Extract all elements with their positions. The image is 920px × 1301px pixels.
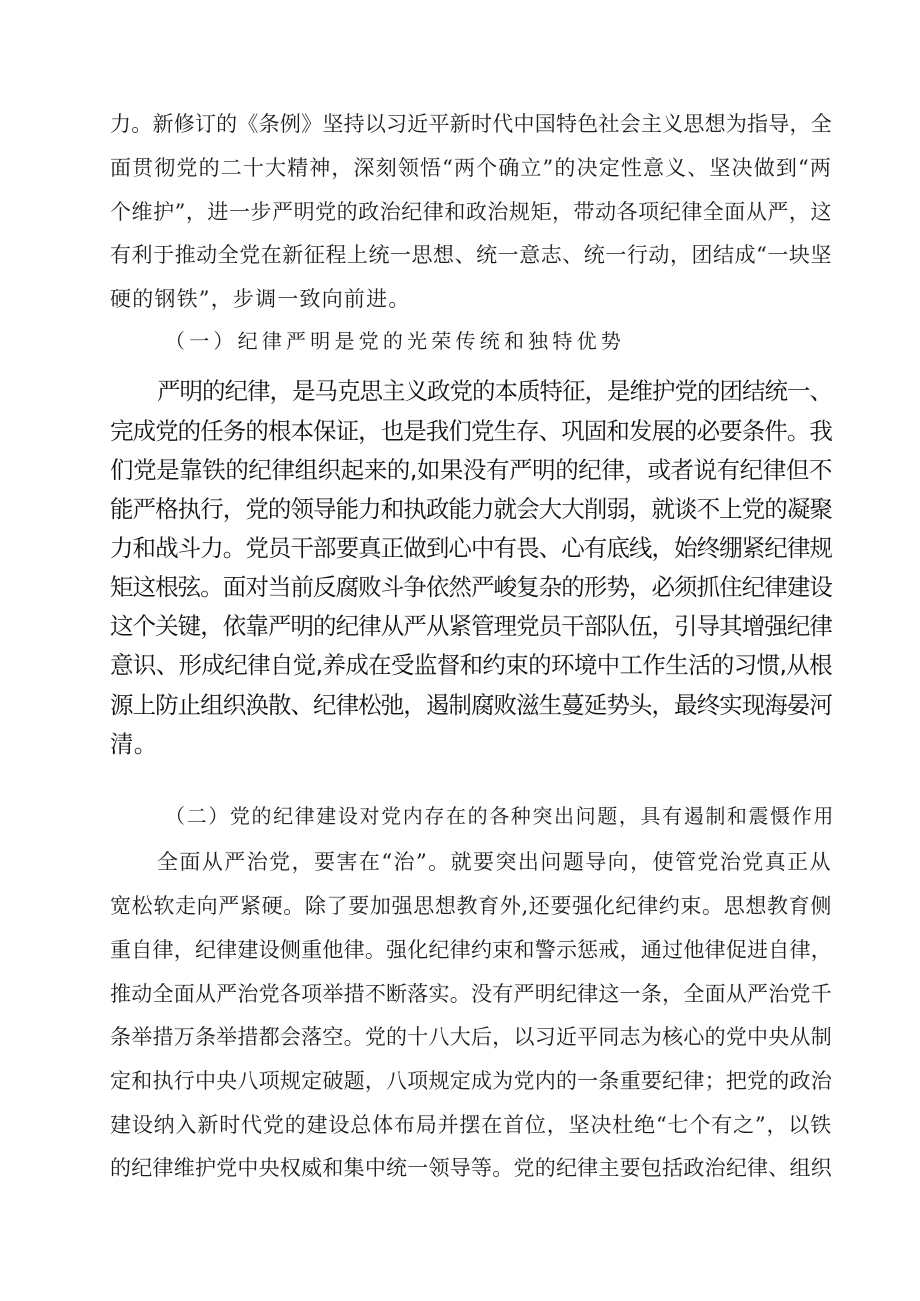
- section-1-line: 这个关键，依靠严明的纪律从严从紧管理党员干部队伍，引导其增强纪律: [110, 612, 832, 640]
- intro-line: 面贯彻党的二十大精神，深刻领悟“两个确立”的决定性意义、坚决做到“两: [110, 156, 832, 180]
- section-1-line: 们党是靠铁的纪律组织起来的,如果没有严明的纪律，或者说有纪律但不: [110, 456, 832, 484]
- section-2-line: 的纪律维护党中央权威和集中统一领导等。党的纪律主要包括政治纪律、组织: [110, 1156, 832, 1180]
- section-2-line: 条举措万条举措都会落空。党的十八大后，以习近平同志为核心的党中央从制: [110, 1025, 832, 1049]
- intro-line: 个维护”，进一步严明党的政治纪律和政治规矩，带动各项纪律全面从严，这: [110, 200, 832, 224]
- section-1-line: 源上防止组织涣散、纪律松弛，遏制腐败滋生蔓延势头，最终实现海晏河: [110, 691, 832, 719]
- section-heading-2: （二）党的纪律建设对党内存在的各种突出问题，具有遏制和震慑作用: [165, 804, 835, 828]
- section-1-line: 严明的纪律，是马克思主义政党的本质特征，是维护党的团结统一、: [157, 377, 832, 405]
- section-1-line: 清。: [110, 730, 158, 758]
- section-1-line: 能严格执行，党的领导能力和执政能力就会大大削弱，就谈不上党的凝聚: [110, 495, 832, 523]
- section-1-line: 力和战斗力。党员干部要真正做到心中有畏、心有底线，始终绷紧纪律规: [110, 534, 832, 562]
- section-1-line: 完成党的任务的根本保证，也是我们党生存、巩固和发展的必要条件。我: [110, 417, 832, 445]
- section-2-line: 推动全面从严治党各项举措不断落实。没有严明纪律这一条，全面从严治党千: [110, 982, 832, 1006]
- section-2-line: 宽松软走向严紧硬。除了要加强思想教育外,还要强化纪律约束。思想教育侧: [110, 894, 832, 918]
- section-heading-1: （一）纪律严明是党的光荣传统和独特优势: [165, 329, 625, 353]
- intro-line: 有利于推动全党在新征程上统一思想、统一意志、统一行动，团结成“一块坚: [110, 243, 832, 267]
- section-2-line: 建设纳入新时代党的建设总体布局并摆在首位，坚决杜绝“七个有之”，以铁: [110, 1113, 832, 1137]
- intro-line: 硬的钢铁”，步调一致向前进。: [110, 287, 411, 311]
- section-2-line: 重自律，纪律建设侧重他律。强化纪律约束和警示惩戒，通过他律促进自律，: [110, 938, 832, 962]
- intro-line: 力。新修订的《条例》坚持以习近平新时代中国特色社会主义思想为指导，全: [110, 112, 832, 136]
- section-2-line: 定和执行中央八项规定破题，八项规定成为党内的一条重要纪律；把党的政治: [110, 1069, 832, 1093]
- section-1-line: 矩这根弦。面对当前反腐败斗争依然严峻复杂的形势，必须抓住纪律建设: [110, 573, 832, 601]
- section-1-line: 意识、形成纪律自觉,养成在受监督和约束的环境中工作生活的习惯,从根: [110, 651, 832, 679]
- section-2-line: 全面从严治党，要害在“治”。就要突出问题导向，使管党治党真正从: [157, 850, 832, 874]
